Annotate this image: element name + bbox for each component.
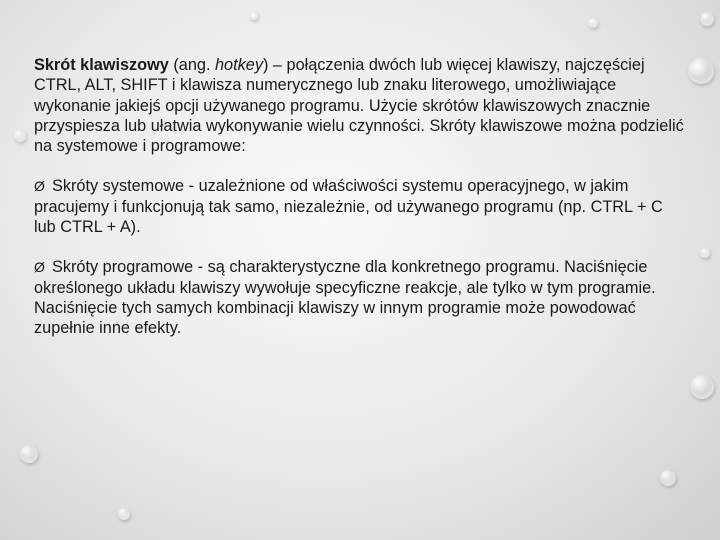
water-drop-icon bbox=[660, 470, 676, 486]
arrow-bullet-icon: Ø bbox=[34, 178, 45, 195]
bullet-item-program bbox=[34, 257, 684, 338]
intro-term: Skrót klawiszowy bbox=[34, 56, 169, 74]
water-drop-icon bbox=[20, 445, 38, 463]
intro-text: ) – połączenia dwóch lub więcej klawiszy, najczęściej CTRL, ALT, SHIFT i klawisza numerycznego lub znaku literowego, umożliwiające wykonanie jakiejś opcji używanego programu. Użycie skrótów klawiszowych znacznie przyspiesza lub ułatwia wykonywanie wielu czynności. Skróty klawiszowe można podzielić na systemowe i programowe: bbox=[34, 56, 684, 156]
water-drop-icon bbox=[700, 12, 714, 26]
water-drop-icon bbox=[690, 375, 714, 399]
intro-paragraph bbox=[34, 55, 684, 156]
slide-content bbox=[34, 55, 684, 359]
intro-italic-term: hotkey bbox=[215, 56, 263, 74]
arrow-bullet-icon: Ø bbox=[34, 259, 45, 276]
water-drop-icon bbox=[14, 130, 26, 142]
bullet-text: Skróty systemowe - uzależnione od właściwości systemu operacyjnego, w jakim pracujemy i funkcjonują tak samo, niezależnie, od używanego programu (np. CTRL + C lub CTRL + A). bbox=[34, 177, 663, 237]
bullet-item-system bbox=[34, 176, 684, 237]
water-drop-icon bbox=[688, 58, 714, 84]
water-drop-icon bbox=[118, 508, 130, 520]
bullet-text: Skróty programowe - są charakterystyczne dla konkretnego programu. Naciśnięcie określonego układu klawiszy wywołuje specyficzne reakcje, ale tylko w tym programie. Naciśnięcie tych samych kombinacji klawiszy w innym programie może powodować zupełnie inne efekty. bbox=[34, 258, 656, 338]
water-drop-icon bbox=[250, 12, 258, 20]
intro-pre-italic: (ang. bbox=[168, 56, 215, 74]
water-drop-icon bbox=[700, 248, 710, 258]
water-drop-icon bbox=[588, 18, 598, 28]
